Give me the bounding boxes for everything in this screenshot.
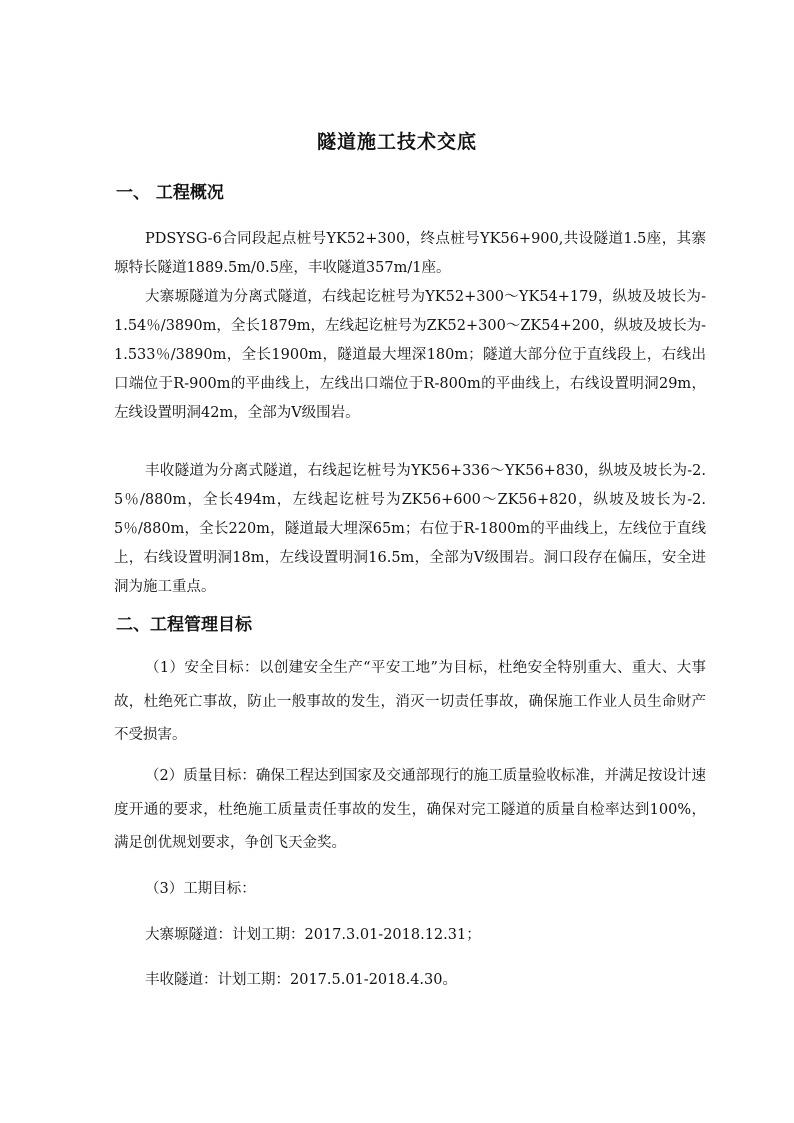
paragraph-fengshou-tunnel: 丰收隧道为分离式隧道，右线起讫桩号为YK56+336～YK56+830，纵坡及坡长为-2.5％/880m，全长494m，左线起讫桩号为ZK56+600～ZK56+820，纵坡及坡长为-2.5％/880m，全长220m，隧道最大埋深65m；右位于R-1800m的平曲线上，左线位于直线上，右线设置明洞18m，左线设置明洞16.5m，全部为Ⅴ级围岩。洞口段存在偏压，安全进洞为施工重点。 <box>114 463 706 595</box>
document-title: 隧道施工技术交底 <box>316 131 477 153</box>
schedule-fengshou: 丰收隧道：计划工期：2017.5.01-2018.4.30。 <box>145 972 457 988</box>
paragraph-contract-overview: PDSYSG-6合同段起点桩号YK52+300，终点桩号YK56+900,共设隧道1.5座，其寨塬特长隧道1889.5m/0.5座，丰收隧道357m/1座。 <box>114 231 706 276</box>
paragraph-dazhaiyuan-tunnel: 大寨塬隧道为分离式隧道，右线起讫桩号为YK52+300～YK54+179，纵坡及坡长为-1.54％/3890m，全长1879m，左线起讫桩号为ZK52+300～ZK54+200，纵坡及坡长为-1.533％/3890m，全长1900m，隧道最大埋深180m；隧道大部分位于直线段上，右线出口端位于R-900m的平曲线上，左线出口端位于R-800m的平曲线上，右线设置明洞29m，左线设置明洞42m，全部为Ⅴ级围岩。 <box>114 289 706 421</box>
paragraph-safety-goal: （1）安全目标：以创建安全生产“平安工地”为目标，杜绝安全特别重大、重大、大事故，杜绝死亡事故，防止一般事故的发生，消灭一切责任事故，确保施工作业人员生命财产不受损害。 <box>114 660 706 743</box>
paragraph-quality-goal: （2）质量目标：确保工程达到国家及交通部现行的施工质量验收标准，并满足按设计速度开通的要求，杜绝施工质量责任事故的发生，确保对完工隧道的质量自检率达到100%，满足创优规划要求，争创飞天金奖。 <box>114 768 706 851</box>
section-heading-management-goals: 二、工程管理目标 <box>116 615 252 635</box>
section-heading-overview: 一、 工程概况 <box>116 183 224 203</box>
schedule-dazhaiyuan: 大寨塬隧道：计划工期：2017.3.01-2018.12.31； <box>145 927 481 943</box>
schedule-goal-label: （3）工期目标： <box>145 881 256 897</box>
